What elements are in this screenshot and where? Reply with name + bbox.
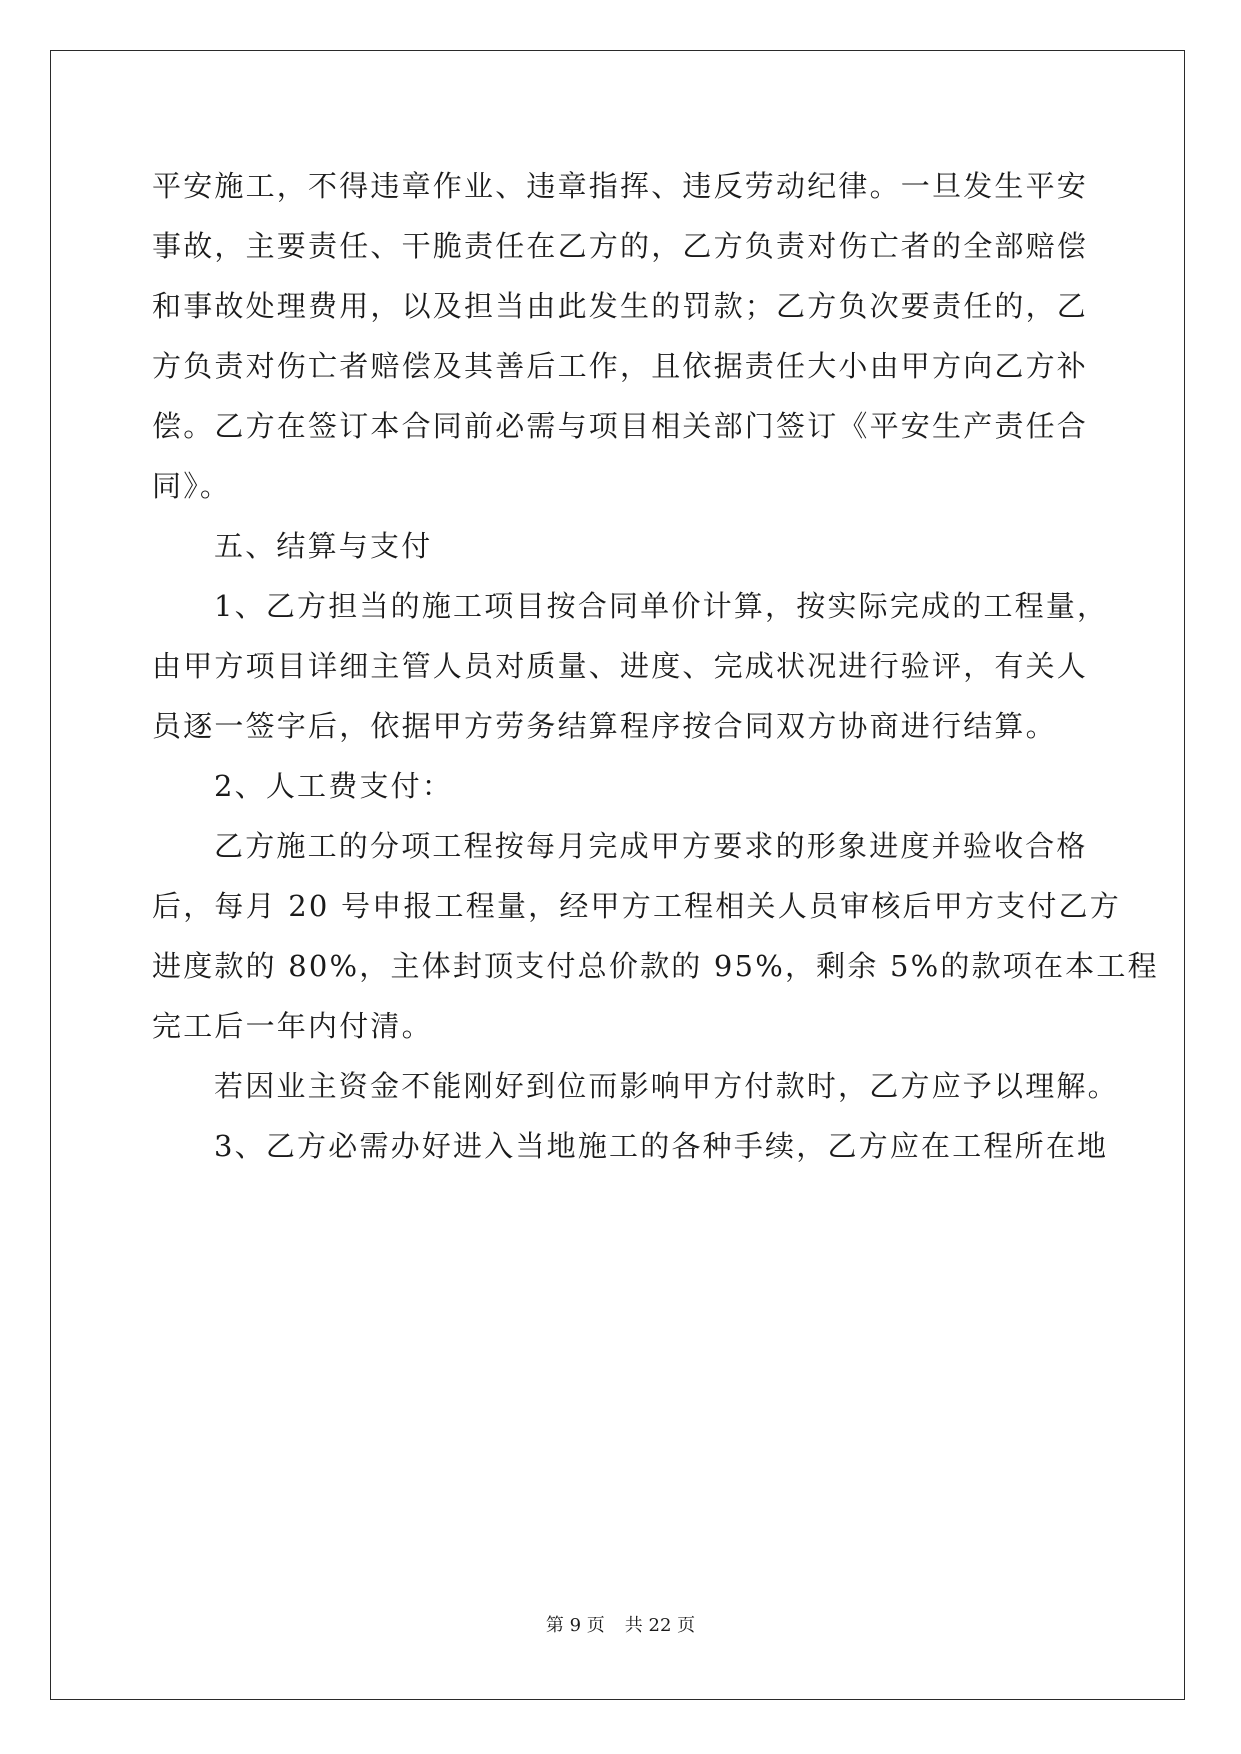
paragraph-line: 员逐一签字后，依据甲方劳务结算程序按合同双方协商进行结算。	[152, 709, 1057, 743]
paragraph-line: 事故，主要责任、干脆责任在乙方的，乙方负责对伤亡者的全部赔偿	[152, 229, 1089, 263]
paragraph-line: 乙方施工的分项工程按每月完成甲方要求的形象进度并验收合格	[214, 829, 1088, 863]
paragraph-line: 后，每月 20 号申报工程量，经甲方工程相关人员审核后甲方支付乙方	[152, 889, 1121, 923]
page-footer	[0, 1614, 1241, 1638]
paragraph-line: 和事故处理费用，以及担当由此发生的罚款；乙方负次要责任的，乙	[152, 289, 1089, 323]
paragraph-line: 方负责对伤亡者赔偿及其善后工作，且依据责任大小由甲方向乙方补	[152, 349, 1089, 383]
paragraph-line: 完工后一年内付清。	[152, 1009, 433, 1043]
paragraph-line: 2、人工费支付：	[214, 769, 454, 803]
section-heading: 五、结算与支付	[214, 529, 433, 563]
paragraph-line: 3、乙方必需办好进入当地施工的各种手续，乙方应在工程所在地	[214, 1129, 1109, 1163]
paragraph-line: 进度款的 80%，主体封顶支付总价款的 95%，剩余 5%的款项在本工程	[152, 949, 1159, 983]
paragraph-line: 若因业主资金不能刚好到位而影响甲方付款时，乙方应予以理解。	[214, 1069, 1119, 1103]
total-page-count: 共 22 页	[624, 1615, 696, 1636]
paragraph-line: 1、乙方担当的施工项目按合同单价计算，按实际完成的工程量，	[214, 589, 1109, 623]
current-page-number: 第 9 页	[545, 1615, 605, 1636]
paragraph-line: 偿。乙方在签订本合同前必需与项目相关部门签订《平安生产责任合	[152, 409, 1089, 443]
paragraph-line: 平安施工，不得违章作业、违章指挥、违反劳动纪律。一旦发生平安	[152, 169, 1089, 203]
paragraph-line: 同》。	[152, 469, 232, 503]
paragraph-line: 由甲方项目详细主管人员对质量、进度、完成状况进行验评，有关人	[152, 649, 1089, 683]
